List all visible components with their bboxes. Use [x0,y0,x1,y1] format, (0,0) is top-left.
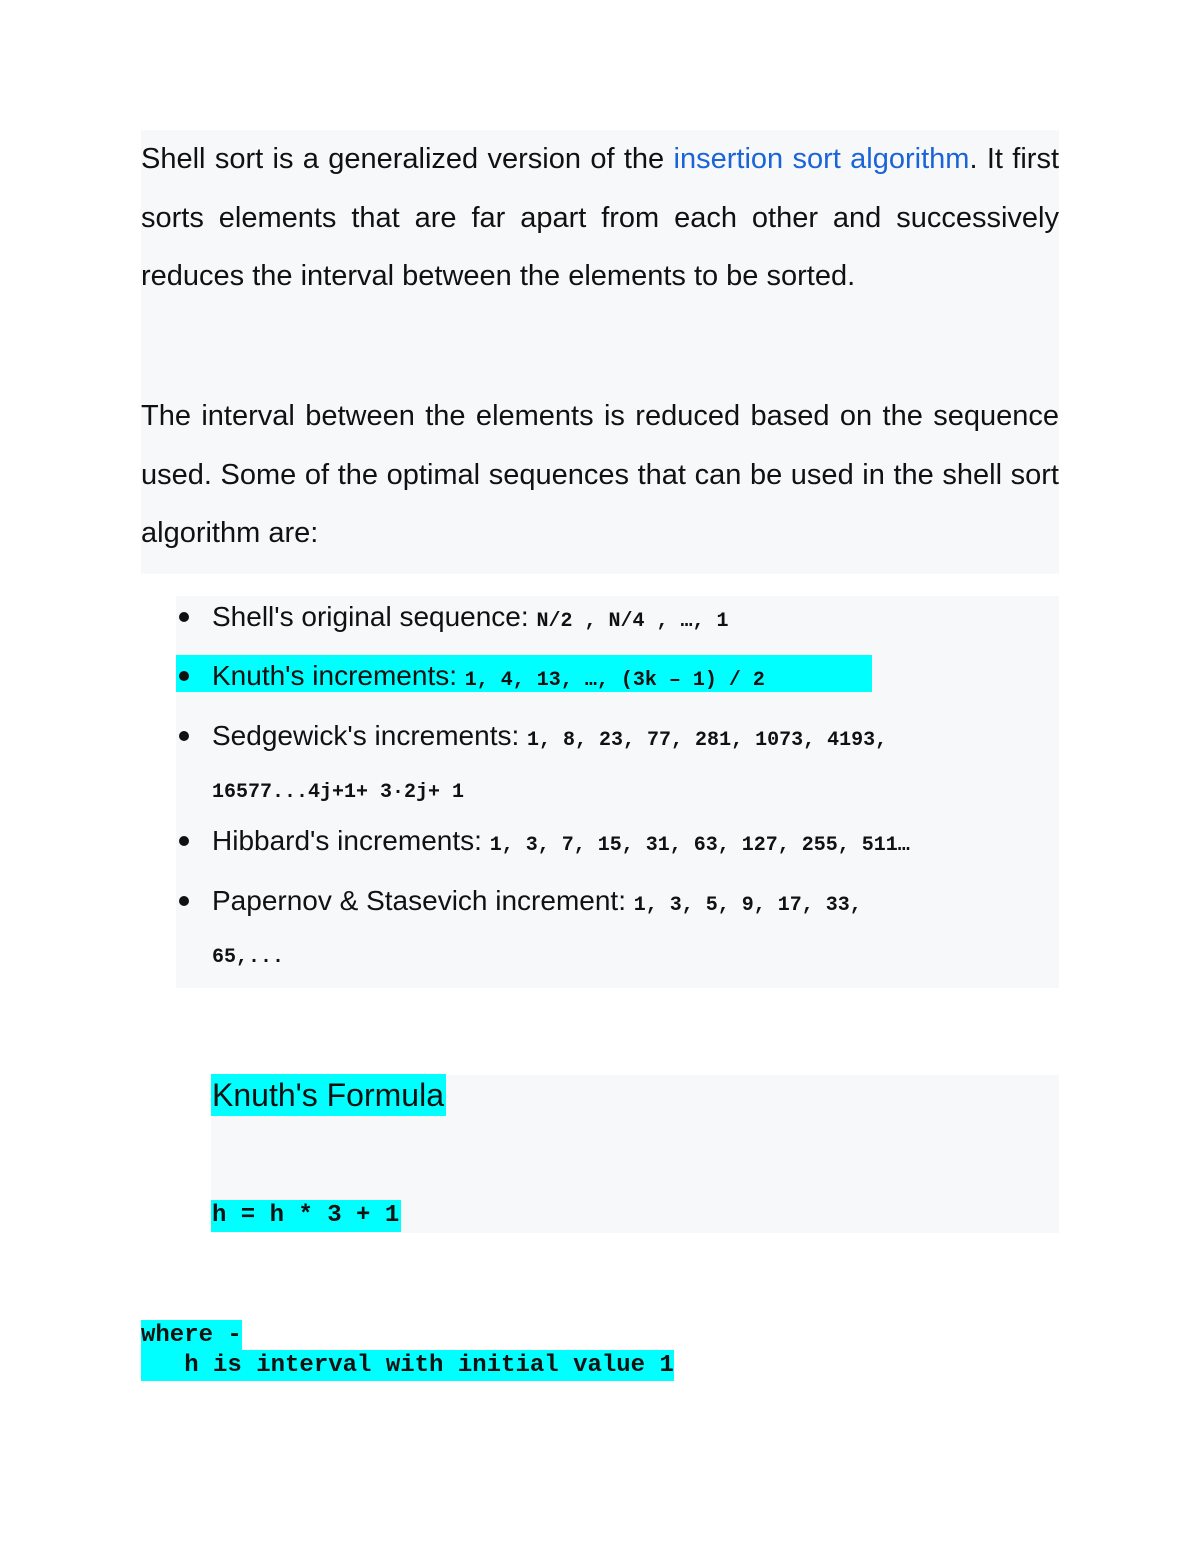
sequence-label: Shell's original sequence: [212,601,529,632]
insertion-sort-link[interactable]: insertion sort algorithm [673,143,970,175]
sequence-label: Sedgewick's increments: [212,720,520,751]
sequence-value: 1, 4, 13, …, (3k – 1) / 2 [464,669,765,692]
intro-paragraph-1 [141,130,1059,306]
sequence-value: 1, 3, 7, 15, 31, 63, 127, 255, 511… [489,834,910,857]
formula-heading: Knuth's Formula [211,1074,446,1116]
bullet-icon [179,836,189,846]
sequence-label: Papernov & Stasevich increment: [212,885,626,916]
sequence-value: 1, 8, 23, 77, 281, 1073, 4193, [527,729,888,752]
intro-text-start: Shell sort is a generalized version of the [141,143,674,175]
bullet-icon [179,612,189,622]
sequence-value-continued: 65,... [212,946,285,969]
formula-code: h = h * 3 + 1 [211,1200,401,1232]
sequence-label: Hibbard's increments: [212,825,482,856]
where-label: where - [141,1322,242,1349]
intro-section [141,130,1059,574]
bullet-icon [179,896,189,906]
where-description: h is interval with initial value 1 [141,1352,674,1379]
bullet-icon [179,731,189,741]
bullet-icon [179,671,189,681]
sequence-value: N/2 , N/4 , …, 1 [536,610,729,633]
sequence-value: 1, 3, 5, 9, 17, 33, [633,894,862,917]
intro-paragraph-2: The interval between the elements is reduced based on the sequence used. Some of the optimal sequences that can be used in the shell sort algorithm are: [141,400,1059,549]
intro-text-end: . It first sorts elements that are far apart from each other and successively reduces the interval between the elements to be sorted. [141,143,1059,292]
sequence-label: Knuth's increments: [212,660,458,691]
sequence-value-continued: 16577...4j+1+ 3·2j+ 1 [212,781,465,804]
